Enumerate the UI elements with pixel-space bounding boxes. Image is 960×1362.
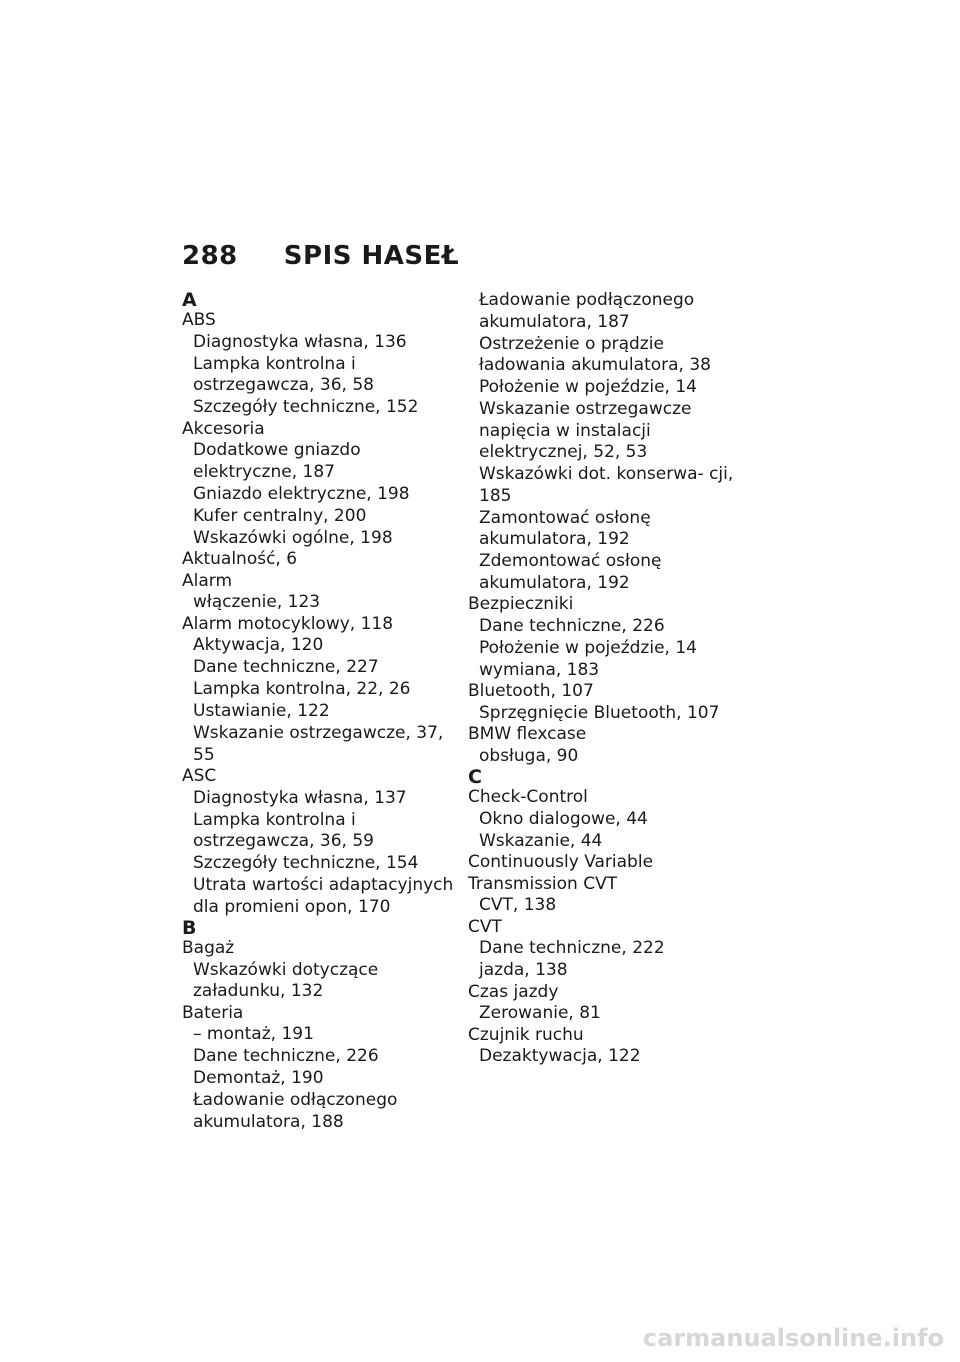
index-subentry: obsługa, 90: [479, 745, 579, 766]
index-term: Bagaż: [182, 938, 235, 958]
index-subentry: Szczegóły techniczne, 152: [193, 397, 419, 417]
index-subentry: – montaż, 191: [193, 1024, 314, 1044]
index-subentry: Zamontować osłonę akumulatora, 192: [479, 507, 651, 549]
index-subentry: Wskazówki dotyczące załadunku, 132: [193, 959, 379, 1001]
index-subentry: Wskazanie ostrzegawcze, 37, 55: [193, 723, 444, 765]
index-subentry: Zerowanie, 81: [479, 1003, 601, 1023]
index-term: ABS: [182, 310, 216, 330]
index-term: Continuously Variable Transmission CVT: [468, 852, 654, 894]
index-term: ASC: [182, 766, 217, 786]
index-term: Alarm motocyklowy, 118: [182, 613, 394, 634]
index-subentry: Ładowanie podłączonego akumulatora, 187: [479, 290, 695, 332]
index-subentry: Położenie w pojeździe, 14: [479, 637, 697, 658]
index-term: Czas jazdy: [468, 981, 559, 1002]
index-subentry: Utrata wartości adaptacyjnych dla promieni opon, 170: [193, 875, 454, 917]
index-term: Bezpieczniki: [468, 594, 574, 614]
index-subentry: Diagnostyka własna, 137: [193, 787, 407, 808]
index-subentry: Demontaż, 190: [193, 1068, 324, 1088]
index-subentry: Aktywacja, 120: [193, 635, 324, 655]
page-title: [182, 241, 459, 271]
index-subentry: wymiana, 183: [479, 659, 600, 680]
index-subentry: Wskazówki dot. konserwa- cji, 185: [479, 464, 734, 506]
index-term: Bluetooth, 107: [468, 681, 594, 701]
index-subentry: Kufer centralny, 200: [193, 505, 367, 526]
index-subentry: Lampka kontrolna i ostrzegawcza, 36, 58: [193, 353, 374, 395]
index-term: Alarm: [182, 570, 233, 591]
index-subentry: Ostrzeżenie o prądzie ładowania akumulatora, 38: [479, 333, 711, 375]
index-term: Check-Control: [468, 787, 588, 807]
index-column-right: [468, 290, 740, 1068]
section-title: SPIS HASEŁ: [283, 241, 460, 271]
index-subentry: Dane techniczne, 226: [193, 1046, 379, 1066]
index-subentry: Szczegóły techniczne, 154: [193, 853, 419, 873]
index-subentry: Diagnostyka własna, 136: [193, 331, 407, 352]
index-letter-heading: C: [468, 766, 482, 788]
index-term: Aktualność, 6: [182, 549, 298, 569]
index-term: Bateria: [182, 1002, 244, 1023]
index-subentry: włączenie, 123: [193, 592, 321, 612]
index-subentry: Wskazanie ostrzegawcze napięcia w instalacji elektrycznej, 52, 53: [479, 399, 692, 462]
index-subentry: CVT, 138: [479, 895, 557, 915]
index-subentry: Dezaktywacja, 122: [479, 1046, 641, 1066]
index-term: CVT: [468, 916, 502, 937]
index-subentry: Dane techniczne, 222: [479, 938, 665, 958]
index-term: BMW flexcase: [468, 724, 587, 744]
index-subentry: Ustawianie, 122: [193, 701, 330, 721]
index-subentry: jazda, 138: [479, 960, 568, 980]
index-subentry: Zdemontować osłonę akumulatora, 192: [479, 551, 662, 593]
index-column-left: [182, 290, 454, 1133]
index-subentry: Dodatkowe gniazdo elektryczne, 187: [193, 440, 361, 482]
index-subentry: Ładowanie odłączonego akumulatora, 188: [193, 1090, 398, 1132]
index-subentry: Okno dialogowe, 44: [479, 808, 648, 829]
index-subentry: Wskazówki ogólne, 198: [193, 527, 393, 548]
index-subentry: Lampka kontrolna i ostrzegawcza, 36, 59: [193, 809, 374, 851]
index-subentry: Lampka kontrolna, 22, 26: [193, 679, 411, 699]
index-subentry: Dane techniczne, 227: [193, 657, 379, 677]
index-term: Czujnik ruchu: [468, 1024, 584, 1045]
index-subentry: Sprzęgnięcie Bluetooth, 107: [479, 702, 720, 723]
watermark: carmanualsonline.info: [642, 1324, 944, 1352]
page-number: 288: [182, 241, 238, 271]
index-subentry: Położenie w pojeździe, 14: [479, 377, 697, 397]
index-letter-heading: A: [182, 289, 197, 311]
index-term: Akcesoria: [182, 418, 265, 439]
index-subentry: Wskazanie, 44: [479, 830, 603, 851]
index-letter-heading: B: [182, 917, 197, 939]
index-subentry: Dane techniczne, 226: [479, 615, 665, 636]
index-subentry: Gniazdo elektryczne, 198: [193, 483, 410, 504]
